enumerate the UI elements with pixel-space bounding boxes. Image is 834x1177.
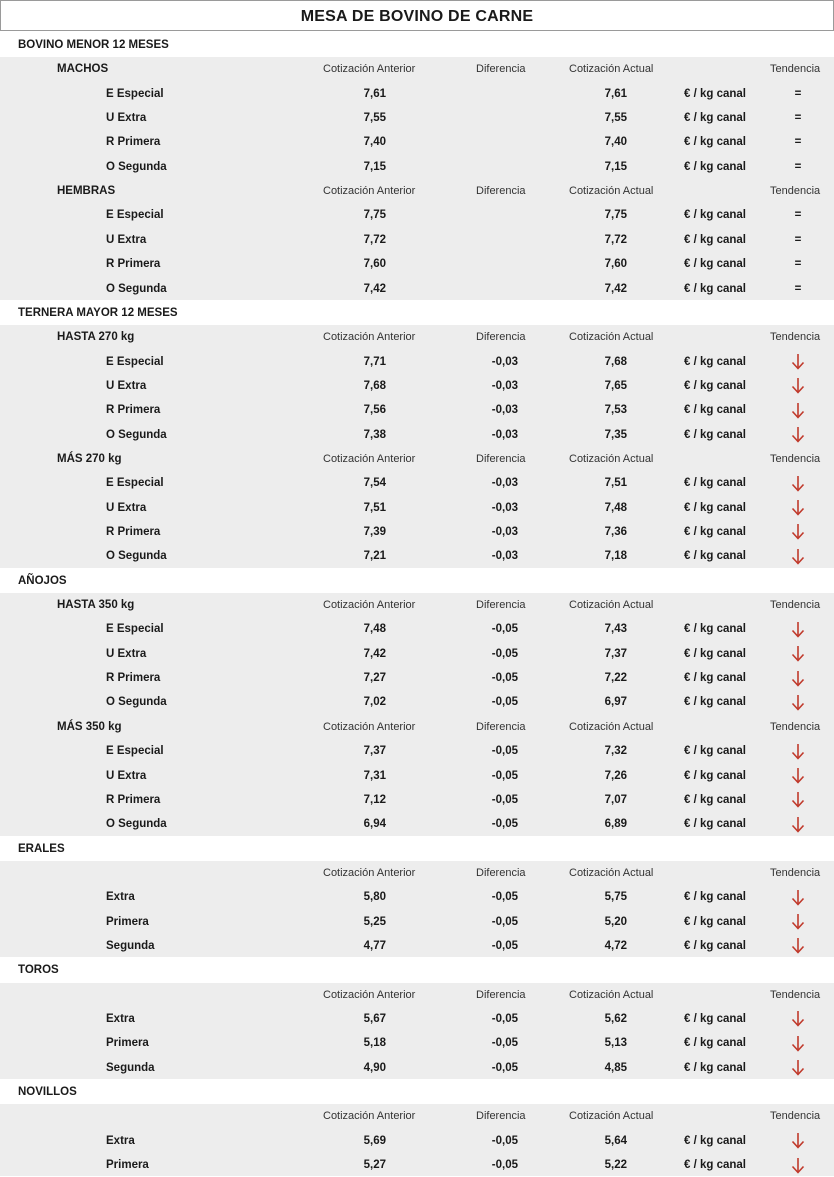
- price-anterior: 5,18: [363, 1037, 386, 1050]
- price-actual: 7,51: [604, 477, 627, 490]
- unit-label: € / kg canal: [684, 136, 747, 149]
- column-header-row: [0, 57, 834, 81]
- grade-name: R Primera: [106, 404, 161, 417]
- grade-name: Segunda: [106, 939, 155, 952]
- trend-down-arrow-icon: [782, 1007, 814, 1031]
- trend-down-arrow-icon: [782, 617, 814, 641]
- table-row: [0, 812, 834, 836]
- table-row: [0, 520, 834, 544]
- table-row: [0, 544, 834, 568]
- trend-down-arrow-icon: [782, 423, 814, 447]
- table-row: [0, 374, 834, 398]
- price-actual: 7,36: [604, 526, 627, 538]
- price-actual: 5,20: [604, 915, 627, 928]
- column-header-row: [0, 593, 834, 617]
- price-diferencia: -0,05: [491, 647, 518, 660]
- price-actual: 7,32: [604, 745, 627, 758]
- table-row: [0, 398, 834, 422]
- unit-label: € / kg canal: [684, 550, 747, 563]
- col-header-tendencia: Tendencia: [770, 1110, 821, 1123]
- unit-label: € / kg canal: [684, 209, 747, 222]
- trend-down-arrow-icon: [782, 1056, 814, 1080]
- section-title: ERALES: [18, 842, 65, 855]
- price-diferencia: [440, 155, 518, 179]
- price-diferencia: -0,03: [491, 526, 518, 538]
- price-diferencia: -0,05: [491, 793, 518, 806]
- table-row: [0, 1129, 834, 1153]
- unit-label: € / kg canal: [684, 818, 747, 831]
- table-row: [0, 1031, 834, 1055]
- unit-label: € / kg canal: [684, 282, 747, 295]
- table-row: [0, 252, 834, 276]
- price-anterior: 6,94: [363, 818, 386, 831]
- price-diferencia: -0,05: [491, 696, 518, 709]
- price-anterior: 5,69: [363, 1134, 386, 1147]
- grade-name: U Extra: [106, 501, 147, 514]
- grade-name: O Segunda: [106, 550, 167, 563]
- unit-label: € / kg canal: [684, 87, 747, 100]
- trend-down-arrow-icon: [782, 1129, 814, 1153]
- trend-equal-icon: =: [794, 160, 802, 173]
- price-anterior: 7,21: [363, 550, 386, 563]
- table-row: [0, 1153, 834, 1177]
- grade-name: E Especial: [106, 87, 164, 100]
- price-actual: 7,40: [604, 136, 627, 149]
- column-header-row: [0, 861, 834, 885]
- price-diferencia: -0,05: [491, 623, 518, 636]
- price-actual: 7,65: [604, 379, 627, 392]
- price-diferencia: [440, 82, 518, 106]
- price-diferencia: -0,03: [491, 501, 518, 514]
- col-header-diferencia: Diferencia: [476, 63, 526, 76]
- price-diferencia: -0,05: [491, 818, 518, 831]
- unit-label: € / kg canal: [684, 623, 747, 636]
- col-header-diferencia: Diferencia: [476, 185, 526, 198]
- price-anterior: 7,51: [363, 501, 386, 514]
- group-label: HASTA 270 kg: [57, 331, 135, 344]
- table-row: [0, 1007, 834, 1031]
- unit-label: € / kg canal: [684, 1134, 747, 1147]
- price-actual: 7,60: [604, 258, 627, 271]
- unit-label: € / kg canal: [684, 891, 747, 904]
- price-actual: 7,18: [604, 550, 627, 563]
- price-diferencia: -0,05: [491, 939, 518, 952]
- group-label: HASTA 350 kg: [57, 599, 135, 612]
- trend-down-arrow-icon: [782, 666, 814, 690]
- grade-name: Extra: [106, 891, 135, 904]
- unit-label: € / kg canal: [684, 1061, 747, 1074]
- col-header-anterior: Cotización Anterior: [323, 1110, 416, 1123]
- grade-name: Primera: [106, 1159, 149, 1172]
- grade-name: U Extra: [106, 769, 147, 782]
- grade-name: O Segunda: [106, 282, 167, 295]
- col-header-anterior: Cotización Anterior: [323, 331, 416, 344]
- column-header-row: [0, 983, 834, 1007]
- col-header-actual: Cotización Actual: [569, 185, 654, 198]
- price-diferencia: -0,05: [491, 745, 518, 758]
- unit-label: € / kg canal: [684, 477, 747, 490]
- price-actual: 7,22: [604, 672, 627, 685]
- price-anterior: 5,27: [363, 1159, 386, 1172]
- price-anterior: 7,68: [363, 379, 386, 392]
- price-diferencia: -0,05: [491, 672, 518, 685]
- grade-name: E Especial: [106, 477, 164, 490]
- unit-label: € / kg canal: [684, 793, 747, 806]
- price-anterior: 7,56: [363, 404, 386, 417]
- grade-name: O Segunda: [106, 818, 167, 831]
- col-header-diferencia: Diferencia: [476, 331, 526, 344]
- col-header-anterior: Cotización Anterior: [323, 866, 416, 879]
- grade-name: E Especial: [106, 745, 164, 758]
- grade-name: Extra: [106, 1013, 135, 1025]
- trend-down-arrow-icon: [782, 690, 814, 714]
- price-diferencia: -0,05: [491, 915, 518, 928]
- price-anterior: 4,90: [363, 1061, 386, 1074]
- col-header-tendencia: Tendencia: [770, 599, 821, 612]
- price-anterior: 7,48: [363, 623, 386, 636]
- price-anterior: 5,67: [363, 1013, 386, 1025]
- price-actual: 6,97: [604, 696, 627, 709]
- col-header-actual: Cotización Actual: [569, 720, 654, 733]
- price-actual: 5,75: [604, 891, 627, 904]
- table-row: [0, 739, 834, 763]
- trend-down-arrow-icon: [782, 812, 814, 836]
- col-header-actual: Cotización Actual: [569, 599, 654, 612]
- section-title: AÑOJOS: [18, 574, 67, 587]
- trend-down-arrow-icon: [782, 642, 814, 666]
- price-actual: 5,62: [604, 1013, 627, 1025]
- price-diferencia: [440, 106, 518, 130]
- group-label: HEMBRAS: [57, 185, 116, 198]
- unit-label: € / kg canal: [684, 526, 747, 538]
- grade-name: E Especial: [106, 355, 164, 368]
- section-title: TOROS: [18, 964, 59, 977]
- price-anterior: 7,39: [363, 526, 386, 538]
- price-diferencia: -0,05: [491, 1013, 518, 1025]
- price-actual: 6,89: [604, 818, 627, 831]
- price-anterior: 7,42: [363, 282, 386, 295]
- price-actual: 5,64: [604, 1134, 627, 1147]
- price-actual: 7,42: [604, 282, 627, 295]
- price-diferencia: -0,03: [491, 355, 518, 368]
- price-actual: 7,07: [604, 793, 627, 806]
- trend-down-arrow-icon: [782, 910, 814, 934]
- trend-equal-icon: =: [794, 233, 802, 246]
- trend-down-arrow-icon: [782, 374, 814, 398]
- price-anterior: 7,12: [363, 793, 386, 806]
- table-row: [0, 666, 834, 690]
- price-actual: 7,15: [604, 160, 627, 173]
- col-header-diferencia: Diferencia: [476, 1110, 526, 1123]
- trend-equal-icon: =: [794, 112, 802, 125]
- col-header-tendencia: Tendencia: [770, 63, 821, 76]
- grade-name: O Segunda: [106, 696, 167, 709]
- table-row: [0, 106, 834, 130]
- trend-down-arrow-icon: [782, 350, 814, 374]
- unit-label: € / kg canal: [684, 696, 747, 709]
- unit-label: € / kg canal: [684, 915, 747, 928]
- unit-label: € / kg canal: [684, 355, 747, 368]
- grade-name: Extra: [106, 1134, 135, 1147]
- group-label: MACHOS: [57, 63, 109, 76]
- unit-label: € / kg canal: [684, 1159, 747, 1172]
- column-header-row: [0, 179, 834, 203]
- price-diferencia: [440, 277, 518, 301]
- price-actual: 4,72: [604, 939, 627, 952]
- unit-label: € / kg canal: [684, 258, 747, 271]
- trend-down-arrow-icon: [782, 544, 814, 568]
- col-header-tendencia: Tendencia: [770, 452, 821, 465]
- price-actual: 7,35: [604, 428, 627, 441]
- trend-down-arrow-icon: [782, 471, 814, 495]
- price-anterior: 7,75: [363, 209, 386, 222]
- price-anterior: 5,80: [363, 891, 386, 904]
- unit-label: € / kg canal: [684, 428, 747, 441]
- price-diferencia: [440, 252, 518, 276]
- col-header-anterior: Cotización Anterior: [323, 63, 416, 76]
- price-diferencia: -0,03: [491, 379, 518, 392]
- col-header-actual: Cotización Actual: [569, 452, 654, 465]
- grade-name: E Especial: [106, 209, 164, 222]
- price-anterior: 4,77: [363, 939, 386, 952]
- price-diferencia: -0,03: [491, 428, 518, 441]
- column-header-row: [0, 1104, 834, 1128]
- col-header-anterior: Cotización Anterior: [323, 599, 416, 612]
- trend-down-arrow-icon: [782, 739, 814, 763]
- trend-down-arrow-icon: [782, 885, 814, 909]
- table-row: [0, 203, 834, 227]
- table-row: [0, 82, 834, 106]
- table-row: [0, 277, 834, 301]
- price-actual: 7,68: [604, 355, 627, 368]
- grade-name: R Primera: [106, 793, 161, 806]
- group-label: MÁS 270 kg: [57, 452, 122, 465]
- price-actual: 7,75: [604, 209, 627, 222]
- table-row: [0, 1056, 834, 1080]
- grade-name: R Primera: [106, 136, 161, 149]
- col-header-actual: Cotización Actual: [569, 63, 654, 76]
- price-diferencia: [440, 228, 518, 252]
- price-actual: 7,26: [604, 769, 627, 782]
- price-anterior: 7,15: [363, 160, 386, 173]
- trend-down-arrow-icon: [782, 788, 814, 812]
- table-row: [0, 764, 834, 788]
- grade-name: Segunda: [106, 1061, 155, 1074]
- trend-down-arrow-icon: [782, 520, 814, 544]
- price-anterior: 7,38: [363, 428, 386, 441]
- price-anterior: 7,55: [363, 112, 386, 125]
- unit-label: € / kg canal: [684, 112, 747, 125]
- price-diferencia: -0,05: [491, 891, 518, 904]
- price-actual: 7,61: [604, 87, 627, 100]
- col-header-diferencia: Diferencia: [476, 988, 526, 1001]
- price-actual: 7,43: [604, 623, 627, 636]
- price-diferencia: -0,05: [491, 1134, 518, 1147]
- table-row: [0, 690, 834, 714]
- col-header-tendencia: Tendencia: [770, 866, 821, 879]
- price-anterior: 7,40: [363, 136, 386, 149]
- price-anterior: 7,71: [363, 355, 386, 368]
- trend-equal-icon: =: [794, 282, 802, 295]
- grade-name: U Extra: [106, 379, 147, 392]
- price-actual: 7,48: [604, 501, 627, 514]
- col-header-diferencia: Diferencia: [476, 599, 526, 612]
- table-row: [0, 496, 834, 520]
- unit-label: € / kg canal: [684, 501, 747, 514]
- unit-label: € / kg canal: [684, 939, 747, 952]
- table-row: [0, 642, 834, 666]
- price-diferencia: [440, 203, 518, 227]
- grade-name: Primera: [106, 915, 149, 928]
- price-anterior: 7,37: [363, 745, 386, 758]
- table-row: [0, 934, 834, 958]
- table-row: [0, 350, 834, 374]
- price-anterior: 7,27: [363, 672, 386, 685]
- grade-name: R Primera: [106, 672, 161, 685]
- column-header-row: [0, 325, 834, 349]
- col-header-anterior: Cotización Anterior: [323, 452, 416, 465]
- unit-label: € / kg canal: [684, 769, 747, 782]
- col-header-anterior: Cotización Anterior: [323, 720, 416, 733]
- col-header-actual: Cotización Actual: [569, 331, 654, 344]
- price-anterior: 7,60: [363, 258, 386, 271]
- price-actual: 5,22: [604, 1159, 627, 1172]
- price-anterior: 7,54: [363, 477, 386, 490]
- grade-name: Primera: [106, 1037, 149, 1050]
- price-actual: 7,55: [604, 112, 627, 125]
- table-row: [0, 423, 834, 447]
- col-header-anterior: Cotización Anterior: [323, 988, 416, 1001]
- unit-label: € / kg canal: [684, 233, 747, 246]
- grade-name: U Extra: [106, 647, 147, 660]
- group-label: MÁS 350 kg: [57, 720, 122, 733]
- trend-down-arrow-icon: [782, 934, 814, 958]
- col-header-actual: Cotización Actual: [569, 988, 654, 1001]
- unit-label: € / kg canal: [684, 745, 747, 758]
- unit-label: € / kg canal: [684, 1037, 747, 1050]
- col-header-actual: Cotización Actual: [569, 1110, 654, 1123]
- page-title: MESA DE BOVINO DE CARNE: [0, 0, 834, 31]
- price-diferencia: [440, 130, 518, 154]
- price-anterior: 7,61: [363, 87, 386, 100]
- col-header-actual: Cotización Actual: [569, 866, 654, 879]
- trend-down-arrow-icon: [782, 764, 814, 788]
- price-anterior: 7,31: [363, 769, 386, 782]
- price-diferencia: -0,03: [491, 550, 518, 563]
- column-header-row: [0, 715, 834, 739]
- unit-label: € / kg canal: [684, 1013, 747, 1025]
- col-header-tendencia: Tendencia: [770, 185, 821, 198]
- grade-name: U Extra: [106, 233, 147, 246]
- grade-name: O Segunda: [106, 160, 167, 173]
- grade-name: R Primera: [106, 258, 161, 271]
- trend-equal-icon: =: [794, 136, 802, 149]
- unit-label: € / kg canal: [684, 672, 747, 685]
- unit-label: € / kg canal: [684, 647, 747, 660]
- trend-equal-icon: =: [794, 87, 802, 100]
- section-title: NOVILLOS: [18, 1086, 77, 1099]
- col-header-anterior: Cotización Anterior: [323, 185, 416, 198]
- col-header-tendencia: Tendencia: [770, 331, 821, 344]
- col-header-tendencia: Tendencia: [770, 720, 821, 733]
- price-actual: 4,85: [604, 1061, 627, 1074]
- unit-label: € / kg canal: [684, 404, 747, 417]
- table-row: [0, 885, 834, 909]
- price-anterior: 7,42: [363, 647, 386, 660]
- table-row: [0, 910, 834, 934]
- price-diferencia: -0,03: [491, 404, 518, 417]
- grade-name: E Especial: [106, 623, 164, 636]
- table-row: [0, 471, 834, 495]
- col-header-diferencia: Diferencia: [476, 452, 526, 465]
- price-diferencia: -0,03: [491, 477, 518, 490]
- trend-down-arrow-icon: [782, 1031, 814, 1055]
- unit-label: € / kg canal: [684, 160, 747, 173]
- table-row: [0, 228, 834, 252]
- price-anterior: 7,02: [363, 696, 386, 709]
- price-diferencia: -0,05: [491, 769, 518, 782]
- col-header-diferencia: Diferencia: [476, 720, 526, 733]
- price-actual: 7,72: [604, 233, 627, 246]
- price-anterior: 7,72: [363, 233, 386, 246]
- grade-name: U Extra: [106, 112, 147, 125]
- section-title: BOVINO MENOR 12 MESES: [18, 39, 169, 51]
- table-row: [0, 155, 834, 179]
- trend-down-arrow-icon: [782, 496, 814, 520]
- table-row: [0, 788, 834, 812]
- price-diferencia: -0,05: [491, 1037, 518, 1050]
- table-row: [0, 617, 834, 641]
- trend-down-arrow-icon: [782, 398, 814, 422]
- price-anterior: 5,25: [363, 915, 386, 928]
- price-diferencia: -0,05: [491, 1061, 518, 1074]
- grade-name: O Segunda: [106, 428, 167, 441]
- trend-equal-icon: =: [794, 258, 802, 271]
- price-diferencia: -0,05: [491, 1159, 518, 1172]
- col-header-tendencia: Tendencia: [770, 988, 821, 1001]
- column-header-row: [0, 447, 834, 471]
- price-actual: 5,13: [604, 1037, 627, 1050]
- trend-equal-icon: =: [794, 209, 802, 222]
- col-header-diferencia: Diferencia: [476, 866, 526, 879]
- price-actual: 7,37: [604, 647, 627, 660]
- section-title: TERNERA MAYOR 12 MESES: [18, 306, 178, 319]
- table-row: [0, 130, 834, 154]
- grade-name: R Primera: [106, 526, 161, 538]
- unit-label: € / kg canal: [684, 379, 747, 392]
- price-actual: 7,53: [604, 404, 627, 417]
- trend-down-arrow-icon: [782, 1153, 814, 1177]
